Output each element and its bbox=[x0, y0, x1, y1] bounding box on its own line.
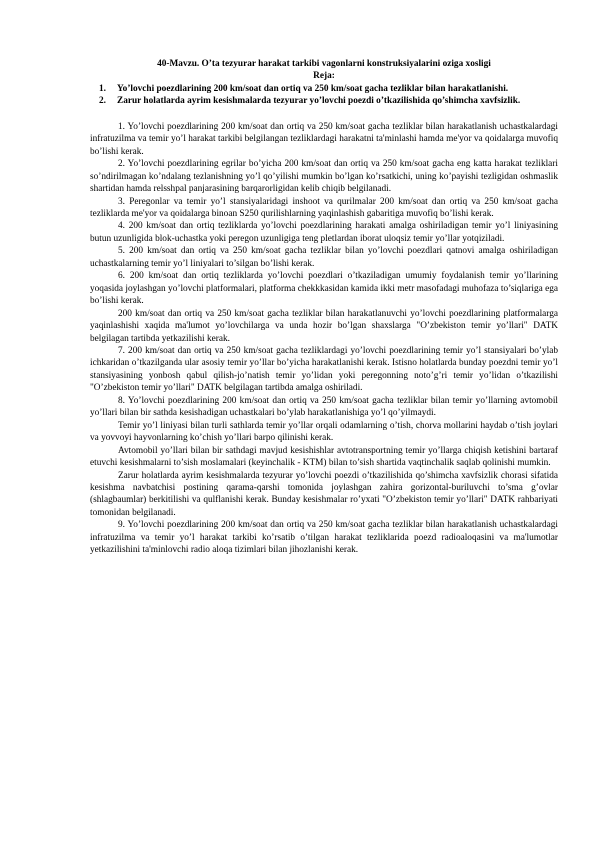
body-paragraph: 1. Yo’lovchi poezdlarining 200 km/soat dan ortiq va 250 km/soat gacha tezliklar bilan harakatlanish uchastkalardagi infratuzilma va temir yo’l harakat tarkibi belgilangan tezliklardagi harakatni ta'minlashi hamda me'yor va qoidalarga muvofiq bo’lishi kerak. bbox=[90, 121, 558, 157]
body-paragraph: 8. Yo’lovchi poezdlarining 200 km/soat dan ortiq va 250 km/soat gacha tezliklar bilan temir yo’llarning avtomobil yo’llari bilan bir sathda kesishadigan uchastkalari bo’ylab harakatlanishiga yo’l qo’yilmaydi. bbox=[90, 395, 558, 419]
document-body bbox=[90, 121, 558, 557]
body-paragraph: 2. Yo’lovchi poezdlarining egrilar bo’yicha 200 km/soat dan ortiq va 250 km/soat gacha eng katta harakat tezliklari so’ndirilmagan ko’ndalang tezlanishning yo’l qo’yilishi mumkin bo’lgan ko’rsatkichi, uning ko’payishi tezligidan oshmaslik shartidan hamda relsshpal panjarasining barqarorligidan kelib chiqib belgilanadi. bbox=[90, 159, 558, 195]
document-page bbox=[90, 58, 558, 557]
body-paragraph: Temir yo’l liniyasi bilan turli sathlarda temir yo’llar orqali odamlarning o’tish, chorva mollarini haydab o’tish joylari va yovvoyi hayvonlarning ko’chish yo’llari barpo qilinishi kerak. bbox=[90, 420, 558, 444]
body-paragraph: Avtomobil yo’llari bilan bir sathdagi mavjud kesishishlar avtotransportning temir yo’llarga chiqish ketishini bartaraf etuvchi kesishmalarni to’sish moslamalari (keyinchalik - KTM) bilan to’sish shartida vaqtinchalik saqlab qolinishi mumkin. bbox=[90, 445, 558, 469]
plan-heading: Reja: bbox=[313, 71, 335, 82]
plan-item-number: 2. bbox=[99, 96, 106, 107]
body-paragraph: 200 km/soat dan ortiq va 250 km/soat gacha tezliklar bilan harakatlanuvchi yo’lovchi poezdlarining platformalarga yaqinlashishi xaqida ma'lumot yo’lovchilarga va unda hozir bo’lgan shaxslarga "O’zbekiston temir yo’llari" DATK belgilagan tartibda yetkazilishi kerak. bbox=[90, 308, 558, 344]
body-paragraph: 5. 200 km/soat dan ortiq va 250 km/soat gacha tezliklar bilan yo’lovchi poezdlari qatnovi amalga oshiriladigan uchastkalarning temir yo’l liniyalari to’silgan bo’lishi kerak. bbox=[90, 246, 558, 269]
plan-item bbox=[90, 95, 558, 107]
body-paragraph: 3. Peregonlar va temir yo’l stansiyalaridagi inshoot va qurilmalar 200 km/soat dan ortiq va 250 km/soat gacha tezliklarda me'yor va qoidalarga binoan S250 qurilishlarning yaqinlashish gabaritiga muvofiq bo’lishi kerak. bbox=[90, 196, 558, 219]
plan-item-text: Yo’lovchi poezdlarining 200 km/soat dan ortiq va 250 km/soat gacha tezliklar bilan harakatlanishi. bbox=[117, 83, 509, 94]
plan-item-text: Zarur holatlarda ayrim kesishmalarda tezyurar yo’lovchi poezdi o’tkazilishida qo’shimcha xavfsizlik. bbox=[117, 96, 521, 107]
body-paragraph: Zarur holatlarda ayrim kesishmalarda tezyurar yo’lovchi poezdi o’tkazilishida qo’shimcha xavfsizlik chorasi sifatida kesishma navbatchisi postining qarama-qarshi tomonida joylashgan zahira gorizontal-buriluvchi to’sma g’ovlar (shlagbaumlar) berkitilishi va qulflanishi kerak. Bunday kesishmalar ro’yxati "O’zbekiston temir yo’llari" DATK rahbariyati tomonidan belgilanadi. bbox=[90, 470, 558, 518]
plan-item-number: 1. bbox=[99, 83, 106, 94]
body-paragraph: 6. 200 km/soat dan ortiq tezliklarda yo’lovchi poezdlari o’tkaziladigan umumiy foydalanish temir yo’llarining yoqasida joylashgan yo’lovchi platformalari, platforma chekkkasidan kamida ikki metr masofadagi muhofaza to’siqlariga ega bo’lishi kerak. bbox=[90, 271, 558, 307]
document-title: 40-Mavzu. O’ta tezyurar harakat tarkibi vagonlarni konstruksiyalarini oziga xosligi bbox=[157, 59, 491, 69]
body-paragraph: 4. 200 km/soat dan ortiq tezliklarda yo’lovchi poezdlarining harakati amalga oshiriladigan temir yo’l liniyasining butun uzunligida blok-uchastka yoki peregon uzunligiga teng pletlardan iborat uloqsiz temir yo’llar yotqiziladi. bbox=[90, 221, 558, 244]
plan-item bbox=[90, 83, 558, 95]
plan-list bbox=[90, 83, 558, 108]
body-paragraph: 9. Yo’lovchi poezdlarining 200 km/soat dan ortiq va 250 km/soat gacha tezliklar bilan harakatlanish uchastkalardagi infratuzilma va temir yo’l harakat tarkibi ko’rsatib o’tilgan harakat tezliklarida poezd radioaloqasini va ma'lumotlar yetkazilishini ta'minlovchi radio aloqa tizimlari bilan jihozlanishi kerak. bbox=[90, 520, 558, 556]
body-paragraph: 7. 200 km/soat dan ortiq va 250 km/soat gacha tezliklardagi yo’lovchi poezdlarining temir yo’l stansiyalari bo’ylab ichkaridan o’tkazilganda ular asosiy temir yo’llar bo’yicha harakatlanishi kerak. Istisno holatlarda bunday poezdni temir yo’l stansiyasining yonbosh qabul qilish-jo’natish temir yo’lidan yoki peregonning noto’g’ri temir yo’lidan o’tkazilishi "O’zbekiston temir yo’llari" DATK belgilagan tartibda amalga oshiriladi. bbox=[90, 345, 558, 394]
